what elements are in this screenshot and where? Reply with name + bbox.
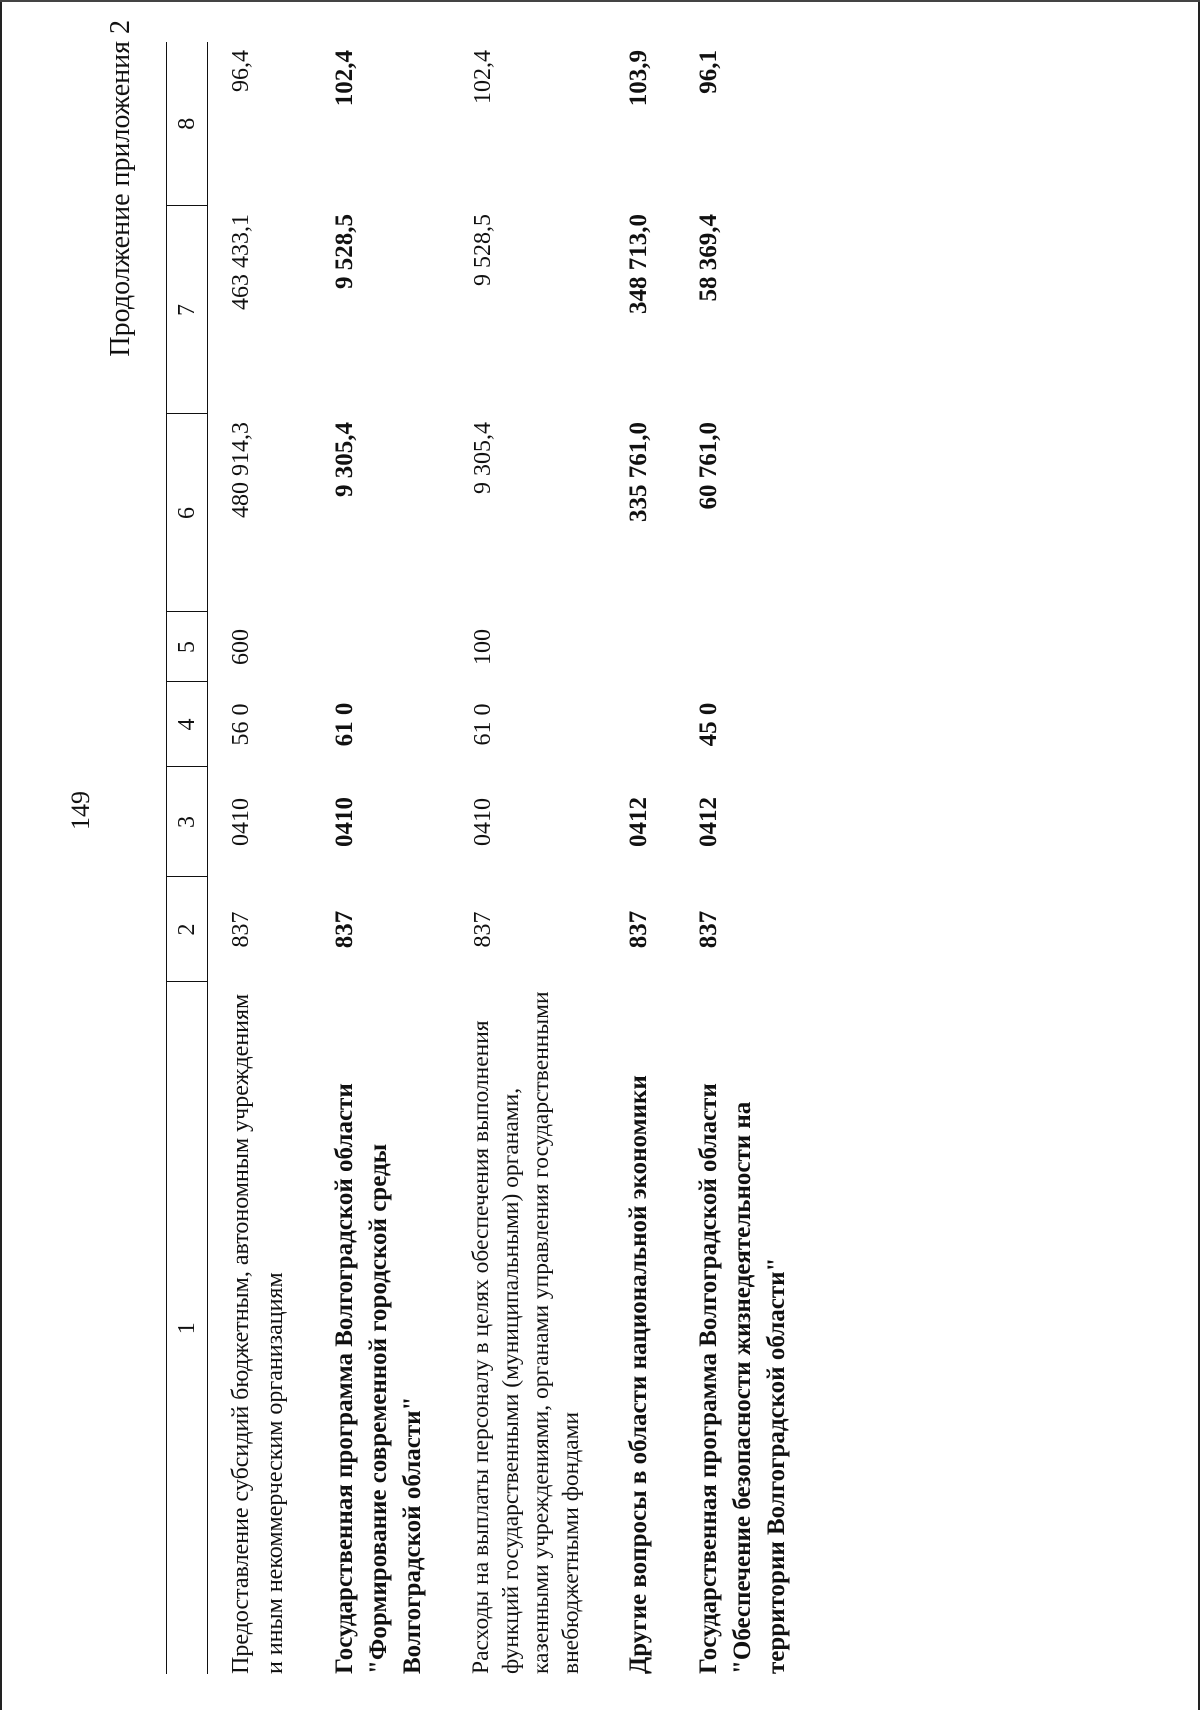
cell-ministry-code: 837	[625, 910, 652, 949]
row-name: Государственная программа Волгоградской области "Формирование современной городской среды Волгоградской области"	[331, 1083, 426, 1674]
cell-percent: 96,1	[695, 50, 722, 94]
appendix-caption: Продолжение приложения 2	[105, 20, 136, 357]
cell-expense-type	[312, 612, 450, 682]
cell-percent: 102,4	[470, 50, 496, 104]
table-row	[208, 42, 313, 1674]
page-number: 149	[66, 791, 95, 830]
cell-plan-amount: 9 305,4	[331, 422, 358, 497]
cell-plan-amount: 9 305,4	[470, 422, 496, 494]
row-name: Предоставление субсидий бюджетным, автономным учреждениям и иным некоммерческим организациям	[228, 993, 288, 1674]
cell-ministry-code: 837	[228, 911, 254, 948]
cell-plan-amount: 480 914,3	[228, 422, 254, 518]
row-name: Расходы на выплаты персоналу в целях обеспечения выполнения функций государственными (муниципальными) органами, казенными учреждениями, органами управления государственными внебюджетными фондами	[468, 991, 584, 1674]
cell-expense-type: 100	[470, 629, 496, 665]
cell-plan-amount: 335 761,0	[625, 422, 652, 522]
cell-target-code: 56 0	[228, 703, 254, 746]
cell-target-code: 61 0	[331, 702, 358, 747]
cell-percent: 102,4	[331, 50, 358, 107]
cell-ministry-code: 837	[331, 910, 358, 949]
table-row	[676, 42, 814, 1674]
cell-section-code: 0412	[625, 797, 652, 847]
cell-actual-amount: 9 528,5	[470, 214, 496, 286]
cell-percent: 96,4	[228, 50, 254, 92]
cell-actual-amount: 58 369,4	[695, 214, 722, 302]
table-row	[450, 42, 606, 1674]
cell-target-code: 61 0	[470, 703, 496, 746]
cell-actual-amount: 463 433,1	[228, 214, 254, 310]
column-header-6: 6	[167, 414, 208, 612]
cell-actual-amount: 9 528,5	[331, 214, 358, 289]
cell-expense-type	[676, 612, 814, 682]
column-header-4: 4	[167, 682, 208, 767]
column-header-7: 7	[167, 206, 208, 414]
cell-target-code: 45 0	[695, 702, 722, 747]
column-header-3: 3	[167, 767, 208, 877]
cell-plan-amount: 60 761,0	[695, 422, 722, 510]
cell-ministry-code: 837	[695, 910, 722, 949]
cell-section-code: 0412	[695, 797, 722, 847]
column-header-8: 8	[167, 42, 208, 206]
budget-table	[166, 42, 814, 1674]
column-header-2: 2	[167, 877, 208, 982]
row-name: Государственная программа Волгоградской области "Обеспечение безопасности жизнедеятельности на территории Волгоградской области"	[695, 1083, 790, 1674]
column-header-5: 5	[167, 612, 208, 682]
cell-section-code: 0410	[228, 798, 254, 846]
cell-section-code: 0410	[470, 798, 496, 846]
cell-target-code	[606, 682, 676, 767]
cell-section-code: 0410	[331, 797, 358, 847]
column-header-1: 1	[167, 982, 208, 1674]
header-row	[167, 42, 208, 1674]
row-name: Другие вопросы в области национальной экономики	[625, 1075, 652, 1674]
cell-ministry-code: 837	[470, 911, 496, 948]
cell-percent: 103,9	[625, 50, 652, 107]
cell-expense-type	[606, 612, 676, 682]
cell-expense-type: 600	[228, 629, 254, 665]
table-row	[606, 42, 676, 1674]
table-row	[312, 42, 450, 1674]
cell-actual-amount: 348 713,0	[625, 214, 652, 314]
